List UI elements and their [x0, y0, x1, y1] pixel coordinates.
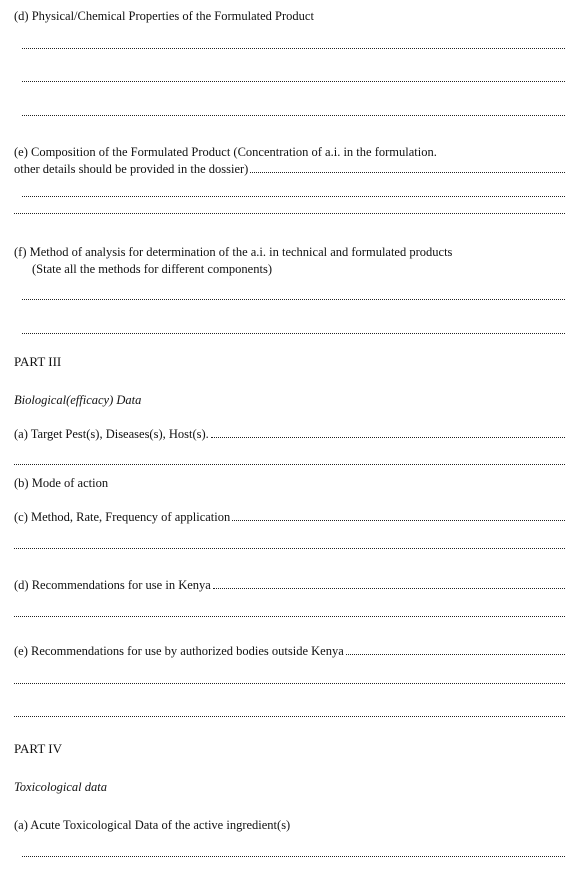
part-iii-a-row: [14, 427, 565, 442]
answer-line[interactable]: [211, 427, 565, 438]
part-iv-a-label: (a) Acute Toxicological Data of the active ingredient(s): [14, 818, 291, 832]
answer-line[interactable]: [14, 681, 565, 684]
answer-line[interactable]: [22, 46, 565, 49]
answer-line[interactable]: [22, 113, 565, 116]
answer-line[interactable]: [14, 211, 565, 214]
section-f-title-line2: (State all the methods for different components): [32, 262, 272, 276]
answer-line[interactable]: [22, 854, 565, 857]
part-iii-c-label: (c) Method, Rate, Frequency of application: [14, 510, 231, 524]
part-iii-d-row: [14, 578, 565, 593]
answer-line[interactable]: [22, 194, 565, 197]
answer-line[interactable]: [14, 546, 565, 549]
part-iii-subheading: Biological(efficacy) Data: [14, 393, 142, 407]
section-d-title: (d) Physical/Chemical Properties of the Formulated Product: [14, 9, 314, 23]
answer-line[interactable]: [22, 331, 565, 334]
part-iv-subheading: Toxicological data: [14, 780, 107, 794]
part-iii-b-label: (b) Mode of action: [14, 476, 109, 490]
answer-line[interactable]: [346, 644, 565, 655]
answer-line[interactable]: [250, 162, 565, 173]
section-e-title-line1: (e) Composition of the Formulated Product (Concentration of a.i. in the formulation.: [14, 145, 437, 159]
part-iv-heading: PART IV: [14, 741, 62, 756]
section-f-title-line1: (f) Method of analysis for determination of the a.i. in technical and formulated products: [14, 245, 453, 259]
section-e-title-line2: other details should be provided in the dossier): [14, 162, 249, 176]
part-iii-a-label: (a) Target Pest(s), Diseases(s), Host(s).: [14, 427, 209, 441]
part-iii-e-label: (e) Recommendations for use by authorized bodies outside Kenya: [14, 644, 344, 658]
answer-line[interactable]: [22, 79, 565, 82]
part-iii-d-label: (d) Recommendations for use in Kenya: [14, 578, 211, 592]
part-iii-e-row: [14, 644, 565, 659]
answer-line[interactable]: [232, 510, 565, 521]
answer-line[interactable]: [213, 578, 565, 589]
section-e-title-line2-row: [14, 162, 565, 177]
part-iii-heading: PART III: [14, 354, 62, 369]
answer-line[interactable]: [14, 714, 565, 717]
part-iii-c-row: [14, 510, 565, 525]
answer-line[interactable]: [14, 614, 565, 617]
answer-line[interactable]: [22, 297, 565, 300]
answer-line[interactable]: [14, 462, 565, 465]
